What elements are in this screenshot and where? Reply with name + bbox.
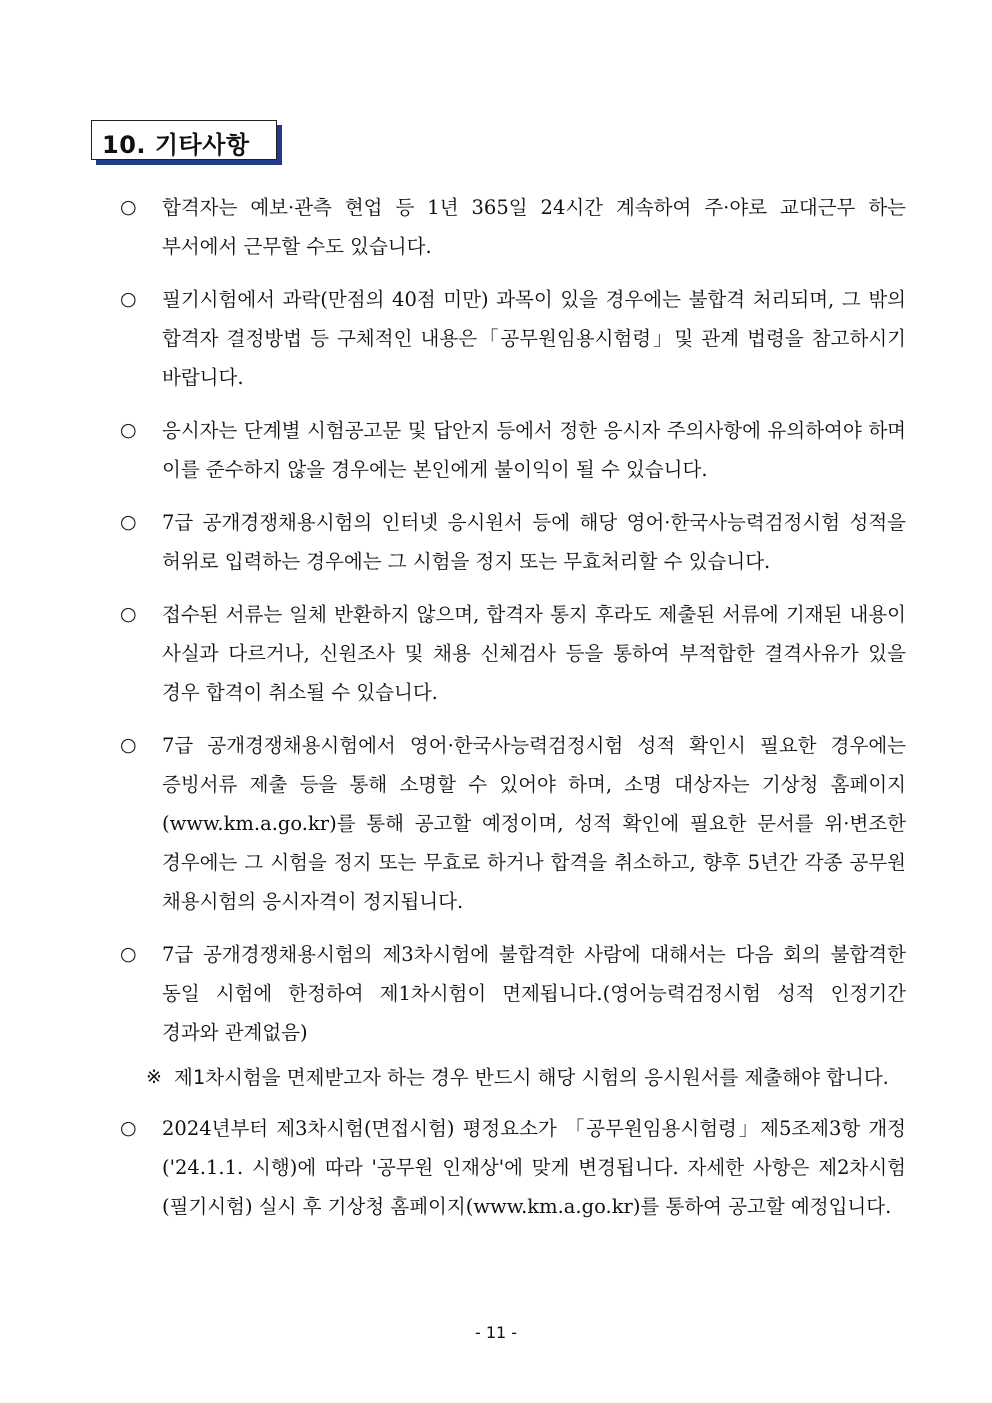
list-item [120,280,906,397]
item-text: 필기시험에서 과락(만점의 40점 미만) 과목이 있을 경우에는 불합격 처리되며, 그 밖의 합격자 결정방법 등 구체적인 내용은「공무원임용시험령」및 관계 법령을 참고하시기 바랍니다. [162,288,906,389]
note-text: 제1차시험을 면제받고자 하는 경우 반드시 해당 시험의 응시원서를 제출해야 합니다. [174,1066,889,1089]
list-item [120,1109,906,1226]
list-item [120,188,906,266]
item-text: 7급 공개경쟁채용시험에서 영어·한국사능력검정시험 성적 확인시 필요한 경우에는 증빙서류 제출 등을 통해 소명할 수 있어야 하며, 소명 대상자는 기상청 홈페이지(www.km.a.go.kr)를 통해 공고할 예정이며, 성적 확인에 필요한 문서를 위·변조한 경우에는 그 시험을 정지 또는 무효로 하거나 합격을 취소하고, 향후 5년간 각종 공무원 채용시험의 응시자격이 정지됩니다. [162,734,906,913]
reference-mark-icon: ※ [146,1066,162,1088]
list-item [120,935,906,1052]
bullet-circle-icon: ○ [120,419,137,441]
bullet-circle-icon: ○ [120,196,137,218]
bullet-circle-icon: ○ [120,734,137,756]
page-number: - 11 - [474,1323,518,1342]
section-title-box [91,120,277,160]
item-text: 접수된 서류는 일체 반환하지 않으며, 합격자 통지 후라도 제출된 서류에 기재된 내용이 사실과 다르거나, 신원조사 및 채용 신체검사 등을 통하여 부적합한 결격사유가 있을 경우 합격이 취소될 수 있습니다. [162,603,906,704]
bullet-circle-icon: ○ [120,1117,137,1139]
item-text: 7급 공개경쟁채용시험의 인터넷 응시원서 등에 해당 영어·한국사능력검정시험 성적을 허위로 입력하는 경우에는 그 시험을 정지 또는 무효처리할 수 있습니다. [162,511,906,573]
list-item [120,726,906,921]
bullet-circle-icon: ○ [120,288,137,310]
notice-list [120,188,906,1240]
list-item [120,503,906,581]
section-title: 10. 기타사항 [102,131,250,159]
list-item [120,411,906,489]
item-text: 2024년부터 제3차시험(면접시험) 평정요소가 「공무원임용시험령」제5조제3항 개정('24.1.1. 시행)에 따라 '공무원 인재상'에 맞게 변경됩니다. 자세한 사항은 제2차시험(필기시험) 실시 후 기상청 홈페이지(www.km.a.go.kr)를 통하여 공고할 예정입니다. [162,1117,906,1218]
item-text: 7급 공개경쟁채용시험의 제3차시험에 불합격한 사람에 대해서는 다음 회의 불합격한 동일 시험에 한정하여 제1차시험이 면제됩니다.(영어능력검정시험 성적 인정기간 경과와 관계없음) [162,943,906,1044]
note-item [146,1058,906,1097]
bullet-circle-icon: ○ [120,943,137,965]
list-item [120,595,906,712]
item-text: 응시자는 단계별 시험공고문 및 답안지 등에서 정한 응시자 주의사항에 유의하여야 하며 이를 준수하지 않을 경우에는 본인에게 불이익이 될 수 있습니다. [162,419,906,481]
bullet-circle-icon: ○ [120,511,137,533]
item-text: 합격자는 예보·관측 현업 등 1년 365일 24시간 계속하여 주·야로 교대근무 하는 부서에서 근무할 수도 있습니다. [162,196,906,258]
bullet-circle-icon: ○ [120,603,137,625]
